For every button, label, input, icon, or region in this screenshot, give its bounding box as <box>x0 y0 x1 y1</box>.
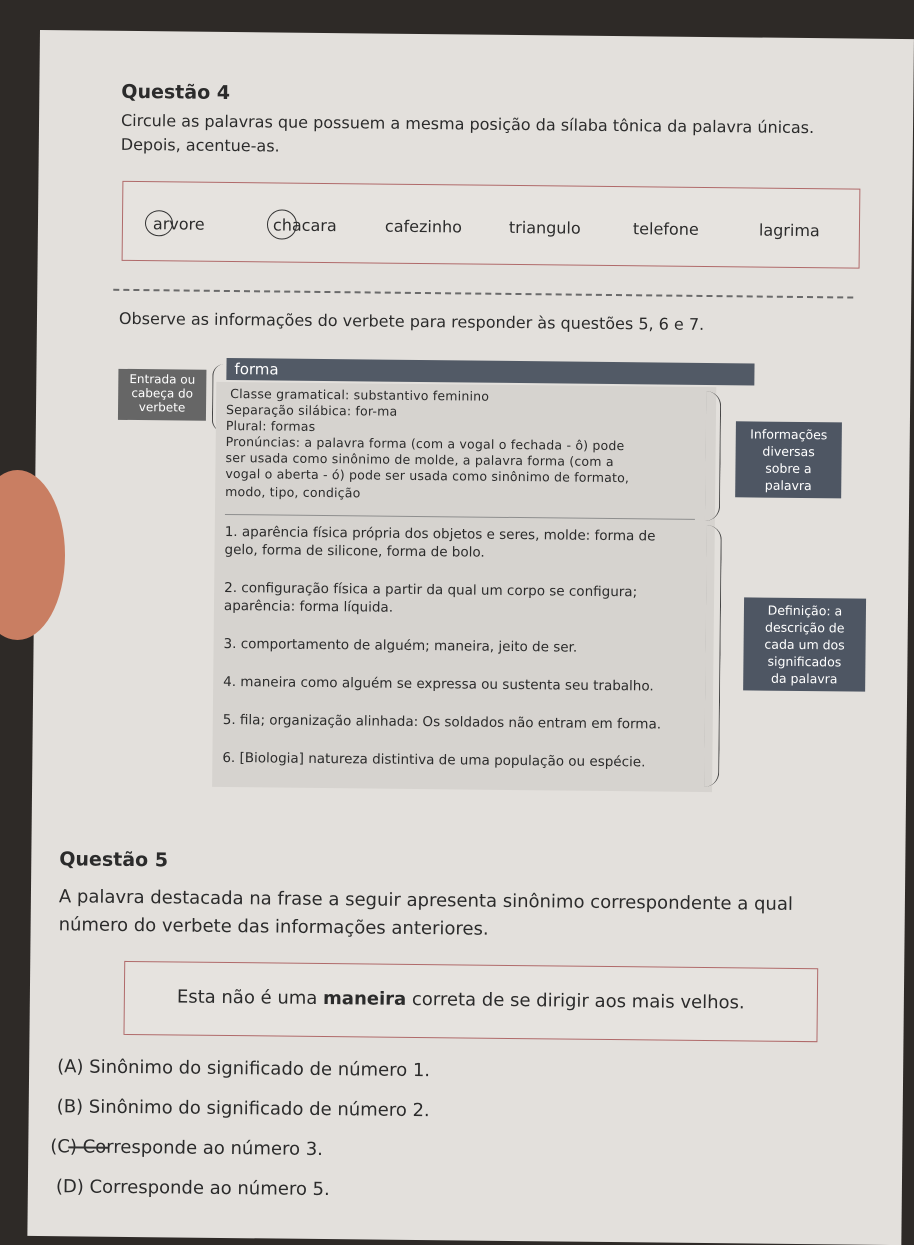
question-5-title: Questão 5 <box>59 848 169 872</box>
definition-3: 3. comportamento de alguém; maneira, jeito de ser. <box>223 635 578 656</box>
entry-label: Entrada ou cabeça do verbete <box>118 369 207 421</box>
definition-2: 2. configuração física a partir da qual um corpo se configura; <box>224 579 638 601</box>
headword: forma <box>226 358 754 386</box>
word-item: lagrima <box>758 220 820 241</box>
pronunciation-line: Pronúncias: a palavra forma (com a vogal o fechada - ô) pode <box>225 433 625 454</box>
syllable-separation: Separação silábica: for-ma <box>225 401 398 419</box>
definition-4: 4. maneira como alguém se expressa ou sustenta seu trabalho. <box>223 673 654 695</box>
plural: Plural: formas <box>225 417 316 434</box>
info-brace <box>705 391 721 521</box>
option-d[interactable]: (D) Corresponde ao número 5. <box>55 1176 330 1201</box>
sentence-box <box>123 961 818 1042</box>
word-item: cafezinho <box>384 216 463 237</box>
pronunciation-line: ser usada como sinônimo de molde, a palavra forma (com a <box>225 449 614 470</box>
option-a[interactable]: (A) Sinônimo do significado de número 1. <box>57 1056 431 1082</box>
observe-instruction: Observe as informações do verbete para responder às questões 5, 6 e 7. <box>118 308 705 334</box>
worksheet-page <box>27 30 914 1245</box>
question-5-prompt-2: número do verbete das informações anteriores. <box>58 914 489 940</box>
question-5-prompt: A palavra destacada na frase a seguir apresenta sinônimo correspondente a qual <box>58 886 794 915</box>
definition-1: 1. aparência física própria dos objetos e seres, molde: forma de <box>224 523 656 545</box>
definition-1-cont: gelo, forma de silicone, forma de bolo. <box>224 541 485 561</box>
info-tag: Informações diversas sobre a palavra <box>735 421 842 498</box>
definition-6: 6. [Biologia] natureza distintiva de uma população ou espécie. <box>222 749 646 771</box>
pronunciation-line: modo, tipo, condição <box>225 483 361 501</box>
option-c[interactable]: (C) Corresponde ao número 3. <box>50 1136 324 1161</box>
word-box <box>122 181 861 269</box>
option-b[interactable]: (B) Sinônimo do significado de número 2. <box>56 1096 430 1122</box>
definition-5: 5. fila; organização alinhada: Os soldados não entram em forma. <box>222 711 662 733</box>
question-4-title: Questão 4 <box>121 80 231 104</box>
question-4-instruction-2: Depois, acentue-as. <box>120 134 280 156</box>
highlighted-word: maneira <box>322 988 407 1010</box>
pronunciation-line: vogal o aberta - ó) pode ser usada como sinônimo de formato, <box>225 465 630 486</box>
strike-mark <box>68 1146 108 1148</box>
example-sentence: Esta não é uma maneira correta de se dirigir aos mais velhos. <box>176 986 745 1014</box>
word-item: triangulo <box>508 217 581 238</box>
word-item: chacara <box>272 215 337 236</box>
definition-2-cont: aparência: forma líquida. <box>223 597 394 616</box>
pen-circle-mark <box>145 210 173 236</box>
definition-tag: Definição: a descrição de cada um dos significados da palavra <box>743 597 866 691</box>
definition-brace <box>704 525 722 787</box>
word-item: arvore <box>152 214 205 234</box>
question-4-instruction: Circule as palavras que possuem a mesma posição da sílaba tônica da palavra únicas. <box>120 110 815 138</box>
word-item: telefone <box>632 219 699 239</box>
dashed-divider <box>113 289 853 299</box>
pen-circle-mark <box>267 209 297 239</box>
grammatical-class: Classe gramatical: substantivo feminino <box>230 386 490 404</box>
